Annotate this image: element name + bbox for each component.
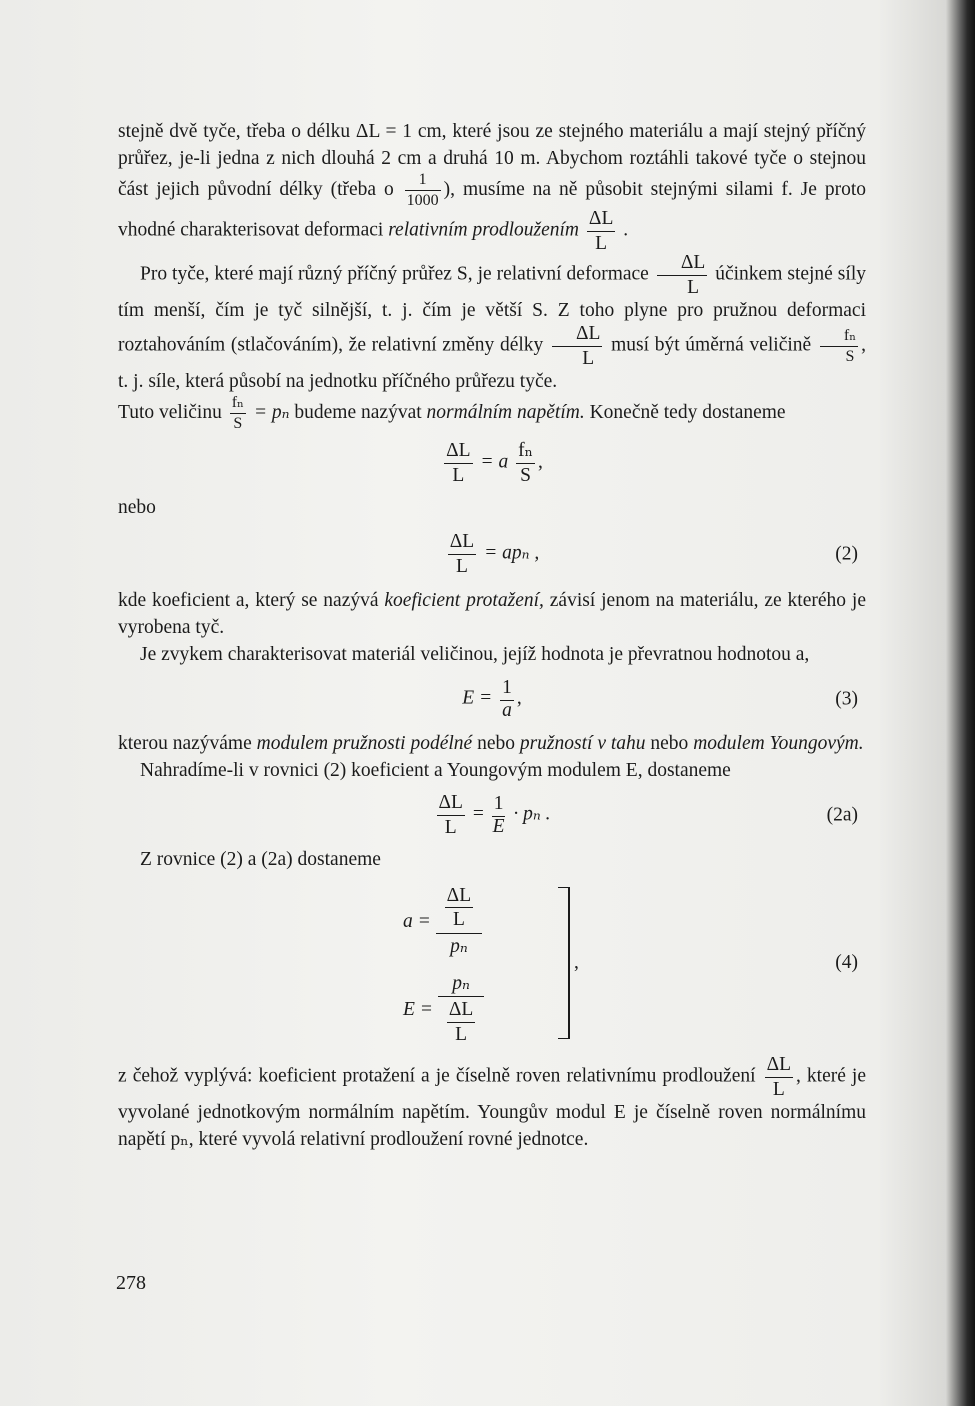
text-run: , které je vyvolané jednotkovým normálním napětím. Youngův modul E je číselně roven normálnímu napětí pₙ, které vyvolá relativní prodloužení rovné jednotce. — [118, 1065, 867, 1150]
equation-rhs: = apₙ , — [484, 542, 540, 564]
equation-2a — [118, 784, 866, 846]
text-run: nebo — [472, 733, 520, 754]
fraction — [552, 324, 602, 368]
italic-term: pružností v tahu — [519, 733, 646, 754]
italic-term: koeficient protažení, — [384, 590, 544, 611]
compound-fraction — [438, 971, 484, 1048]
fraction-denominator: L — [687, 276, 699, 298]
fraction-denominator: 1000 — [406, 192, 439, 209]
text-run: nebo — [645, 733, 694, 754]
paragraph-9 — [118, 1055, 866, 1153]
fraction-numerator: 1 — [405, 172, 441, 191]
paragraph-nebo — [118, 494, 866, 521]
text-run: závisí jenom na materiálu, ze kterého je vyrobena tyč. — [118, 590, 866, 638]
equation-1 — [118, 432, 866, 494]
equation-2 — [118, 521, 866, 587]
text-run: z čehož vyplývá: koeficient protažení a je číselně roven relativnímu prodloužení — [118, 1065, 762, 1087]
fraction-denominator: L — [772, 1078, 785, 1100]
equation-3 — [118, 668, 866, 730]
fraction — [587, 209, 615, 253]
equation-body — [118, 532, 866, 576]
fraction-denominator: L — [444, 816, 457, 838]
fraction-denominator: S — [233, 415, 243, 432]
fraction-numerator: ΔL — [444, 441, 472, 464]
fraction — [230, 395, 246, 432]
compound-denominator: pₙ — [450, 935, 468, 957]
fraction-numerator: ΔL — [552, 324, 602, 347]
paragraph-5: Je zvykem charakterisovat materiál veličinou, jejíž hodnota je převratnou hodnotou a, — [140, 644, 810, 665]
fraction-numerator: ΔL — [587, 209, 615, 232]
paragraph-1 — [118, 118, 866, 253]
compound-numerator — [436, 883, 482, 934]
page-number: 278 — [116, 1272, 146, 1294]
fraction — [405, 172, 441, 209]
equation-tail: · pₙ . — [513, 803, 551, 825]
text-run: Konečně tedy dostaneme — [584, 401, 786, 423]
text-run: , t. j. síle, která působí na jednotku příčného průřezu tyče. — [118, 334, 866, 392]
equation-lhs: E = — [462, 687, 493, 709]
italic-term: normálním napětím. — [426, 401, 585, 423]
paragraph-8: Z rovnice (2) a (2a) dostaneme — [140, 849, 381, 870]
equation-operator: = — [472, 803, 484, 825]
compound-fraction — [436, 883, 482, 960]
inline-equation: = pₙ — [248, 401, 295, 423]
fraction-denominator: L — [452, 909, 465, 931]
equation-rows — [403, 877, 484, 1053]
right-brace — [558, 887, 570, 1039]
equation-body — [118, 678, 866, 720]
text-run: stejně dvě tyče, třeba o délku ΔL = 1 cm, které jsou ze stejného materiálu a mají stejný příčný průřez, je-li jedna z nich dlouhá 2 cm a druhá 10 m. Abychom roztáhli takové tyče o stejnou část jejich původní délky (třeba o — [118, 121, 866, 200]
fraction-denominator: L — [452, 464, 465, 486]
fraction-denominator: L — [595, 232, 608, 254]
fraction-numerator: fₙ — [230, 395, 246, 414]
text-run: . — [618, 219, 629, 241]
paragraph-2 — [118, 253, 866, 395]
equation-lhs: E = — [403, 998, 433, 1020]
text-run: kde koeficient a, který se nazývá — [118, 590, 385, 611]
compound-denominator — [438, 997, 484, 1047]
text-run: Pro tyče, které mají různý příčný průřez S, je relativní deformace — [140, 263, 654, 285]
fraction-numerator: 1 — [492, 794, 506, 817]
italic-term: modulem Youngovým. — [693, 733, 864, 754]
equation-tail: , — [516, 687, 522, 709]
equation-body — [118, 793, 866, 837]
fraction-denominator: L — [582, 347, 595, 369]
fraction-denominator: L — [455, 1023, 468, 1045]
equation-row-a — [403, 877, 484, 965]
fraction-numerator: ΔL — [447, 1000, 475, 1023]
fraction — [820, 328, 858, 365]
fraction-numerator: ΔL — [437, 793, 465, 816]
fraction-numerator: fₙ — [516, 441, 535, 464]
fraction — [437, 793, 465, 837]
fraction-numerator: fₙ — [820, 328, 858, 347]
fraction-denominator: E — [492, 815, 505, 837]
paragraph-6 — [118, 730, 866, 757]
italic-term: relativním prodloužením — [388, 219, 580, 241]
fraction-denominator: a — [502, 699, 512, 721]
text-run: účinkem stejné síly tím menší, čím je tyč silnější, t. j. čím je větší S. Z toho plyne pro pružnou deformaci roztahováním (stlačováním), že relativní změny délky — [118, 263, 866, 356]
fraction — [445, 886, 473, 930]
fraction-denominator: S — [845, 347, 855, 365]
equation-system-4 — [118, 877, 866, 1055]
italic-term: modulem pružnosti podélné — [256, 733, 473, 754]
compound-numerator: pₙ — [438, 971, 484, 998]
equation-body — [118, 441, 866, 485]
fraction-denominator: S — [520, 464, 531, 486]
fraction — [447, 1000, 475, 1044]
equation-operator: = a — [480, 451, 509, 473]
fraction — [448, 532, 476, 576]
fraction-numerator: 1 — [500, 678, 514, 701]
paragraph-3 — [118, 395, 866, 432]
equation-tail: , — [574, 952, 579, 973]
fraction — [492, 794, 506, 836]
text-run: nebo — [118, 497, 156, 518]
equation-number: (2a) — [826, 804, 858, 826]
fraction-numerator: ΔL — [448, 532, 476, 555]
equation-lhs: a = — [403, 910, 431, 932]
fraction — [444, 441, 472, 485]
equation-number: (2) — [835, 543, 858, 565]
text-run: kterou nazýváme — [118, 733, 257, 754]
paragraph-4 — [118, 587, 866, 641]
equation-number: (4) — [835, 952, 858, 973]
fraction — [657, 253, 707, 297]
text-run: Tuto veličinu — [118, 401, 227, 423]
equation-number: (3) — [835, 688, 858, 710]
page-text — [118, 118, 866, 1153]
fraction-numerator: ΔL — [765, 1055, 793, 1078]
fraction — [500, 678, 514, 720]
text-run: ), musíme na ně působit stejnými silami f. Je proto vhodné charakterisovat deformaci — [118, 178, 866, 241]
text-run: musí být úměrná veličině — [605, 334, 817, 356]
fraction-numerator: ΔL — [657, 253, 707, 276]
text-run: budeme nazývat — [294, 401, 427, 423]
equation-row-e — [403, 965, 484, 1053]
equation-tail: , — [538, 451, 543, 473]
fraction-numerator: ΔL — [445, 886, 473, 909]
fraction — [765, 1055, 793, 1099]
fraction-denominator: L — [456, 555, 468, 577]
fraction — [516, 441, 535, 485]
paragraph-7: Nahradíme-li v rovnici (2) koeficient a Youngovým modulem E, dostaneme — [140, 760, 731, 781]
